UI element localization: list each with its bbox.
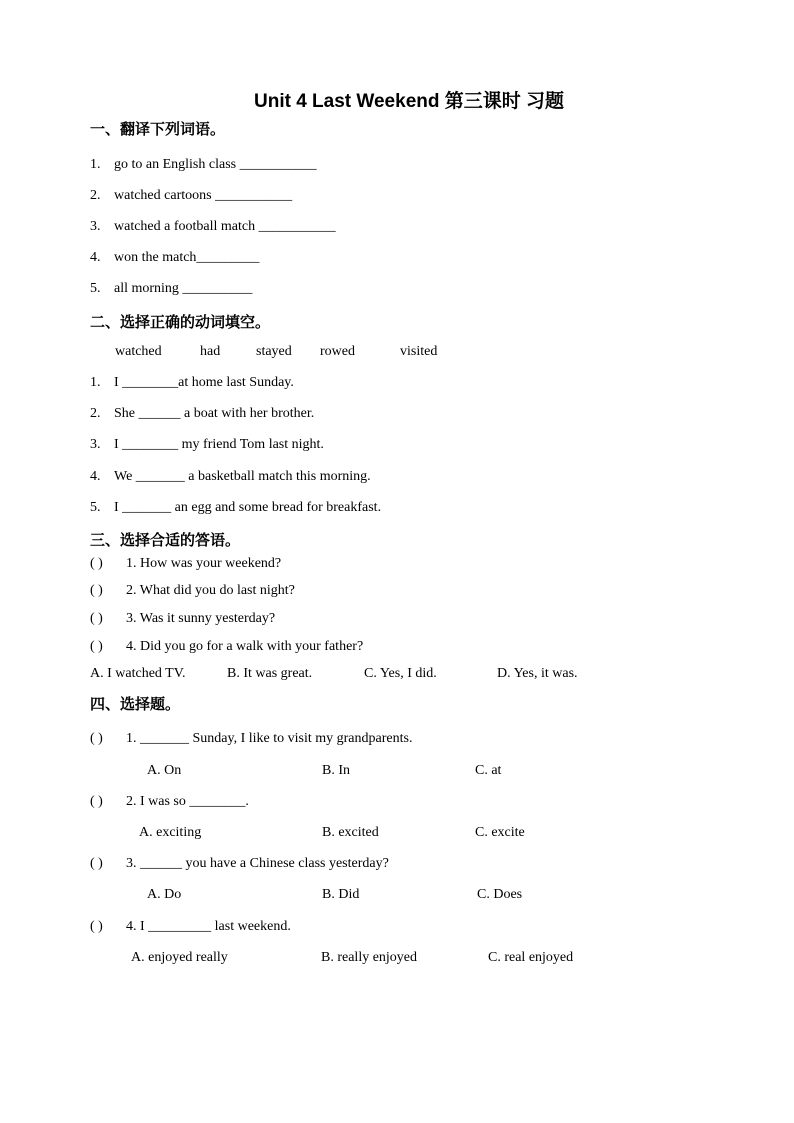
answer-option: C. Yes, I did.	[364, 666, 437, 681]
choice-option: C. Does	[477, 887, 523, 902]
page-title: Unit 4 Last Weekend 第三课时 习题	[254, 91, 565, 112]
answer-option: D. Yes, it was.	[497, 666, 578, 681]
answer-blank[interactable]: ( )	[90, 639, 103, 654]
answer-blank[interactable]: ( )	[90, 794, 103, 809]
choice-option: B. In	[322, 763, 350, 778]
question-row: ( ) 3. ______ you have a Chinese class yesterday?	[90, 856, 389, 871]
question-row: ( ) 4. Did you go for a walk with your father?	[90, 639, 364, 654]
list-item: 1. I ________at home last Sunday.	[90, 375, 294, 390]
list-item: 4. won the match_________	[90, 250, 260, 265]
answer-blank[interactable]: ( )	[90, 611, 103, 626]
choice-option: A. Do	[147, 887, 182, 902]
answer-option: B. It was great.	[227, 666, 313, 681]
answer-blank[interactable]: ( )	[90, 731, 103, 746]
choice-option: C. real enjoyed	[488, 950, 574, 965]
section-3-heading: 三、选择合适的答语。	[90, 531, 241, 549]
word-bank-item: stayed	[256, 344, 292, 359]
list-item: 1. go to an English class ___________	[90, 157, 317, 172]
section-4-heading: 四、选择题。	[90, 695, 181, 713]
word-bank-item: had	[200, 344, 221, 359]
list-item: 5. I _______ an egg and some bread for breakfast.	[90, 500, 382, 515]
answer-blank[interactable]: ( )	[90, 919, 103, 934]
choice-option: A. On	[147, 763, 182, 778]
section-2-heading: 二、选择正确的动词填空。	[90, 313, 271, 331]
choice-option: B. excited	[322, 825, 379, 840]
answer-blank[interactable]: ( )	[90, 583, 103, 598]
answer-blank[interactable]: ( )	[90, 856, 103, 871]
list-item: 3. watched a football match ___________	[90, 219, 336, 234]
choice-option: C. at	[475, 763, 502, 778]
question-row: ( ) 1. How was your weekend?	[90, 556, 282, 571]
choice-option: A. exciting	[139, 825, 202, 840]
question-row: ( ) 4. I _________ last weekend.	[90, 919, 291, 934]
choice-option: A. enjoyed really	[131, 950, 228, 965]
word-bank-item: watched	[115, 344, 162, 359]
answer-blank[interactable]: ( )	[90, 556, 103, 571]
question-row: ( ) 2. I was so ________.	[90, 794, 249, 809]
answer-option: A. I watched TV.	[90, 666, 186, 681]
list-item: 4. We _______ a basketball match this morning.	[90, 469, 371, 484]
list-item: 2. watched cartoons ___________	[90, 188, 293, 203]
choice-option: C. excite	[475, 825, 525, 840]
list-item: 5. all morning __________	[90, 281, 253, 296]
question-row: ( ) 2. What did you do last night?	[90, 583, 295, 598]
list-item: 2. She ______ a boat with her brother.	[90, 406, 315, 421]
word-bank-item: visited	[400, 344, 438, 359]
list-item: 3. I ________ my friend Tom last night.	[90, 437, 324, 452]
word-bank-item: rowed	[320, 344, 355, 359]
choice-option: B. Did	[322, 887, 360, 902]
question-row: ( ) 3. Was it sunny yesterday?	[90, 611, 276, 626]
question-row: ( ) 1. _______ Sunday, I like to visit my grandparents.	[90, 731, 413, 746]
section-1-heading: 一、翻译下列词语。	[90, 120, 226, 138]
choice-option: B. really enjoyed	[321, 950, 418, 965]
